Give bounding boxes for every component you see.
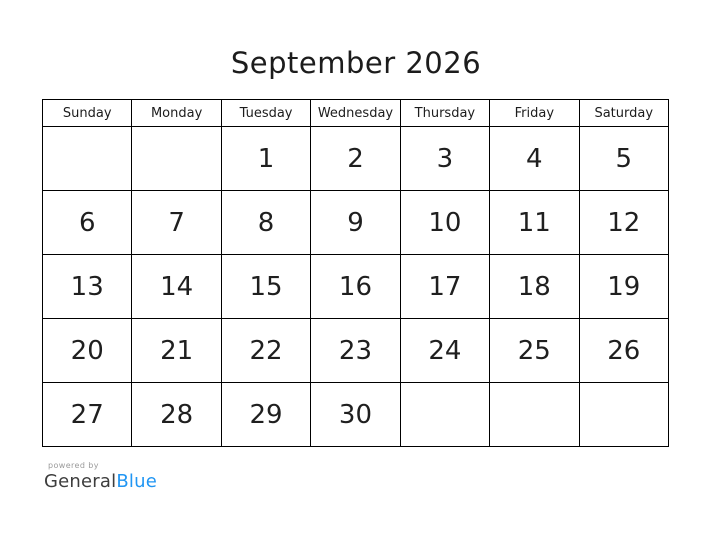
date-cell: 19 xyxy=(579,255,668,319)
calendar-table xyxy=(42,99,669,447)
date-cell: 14 xyxy=(132,255,221,319)
date-cell: 6 xyxy=(43,191,132,255)
date-cell xyxy=(579,383,668,447)
generalblue-logo xyxy=(44,471,157,492)
date-cell: 20 xyxy=(43,319,132,383)
weekday-header-tuesday: Tuesday xyxy=(221,100,310,127)
powered-by-label: powered by xyxy=(48,461,99,470)
date-cell: 12 xyxy=(579,191,668,255)
date-cell: 15 xyxy=(221,255,310,319)
date-cell: 30 xyxy=(311,383,400,447)
date-cell xyxy=(43,127,132,191)
date-cell: 10 xyxy=(400,191,489,255)
date-cell: 27 xyxy=(43,383,132,447)
date-cell: 24 xyxy=(400,319,489,383)
date-cell: 17 xyxy=(400,255,489,319)
date-cell: 1 xyxy=(221,127,310,191)
date-cell: 22 xyxy=(221,319,310,383)
date-cell: 8 xyxy=(221,191,310,255)
date-cell: 3 xyxy=(400,127,489,191)
footer-branding xyxy=(44,461,157,492)
date-cell: 25 xyxy=(490,319,579,383)
date-cell xyxy=(400,383,489,447)
week-row-5 xyxy=(43,383,669,447)
weekday-header-sunday: Sunday xyxy=(43,100,132,127)
date-cell: 28 xyxy=(132,383,221,447)
date-cell: 26 xyxy=(579,319,668,383)
weekday-header-friday: Friday xyxy=(490,100,579,127)
weekday-header-saturday: Saturday xyxy=(579,100,668,127)
weekday-header-row xyxy=(43,100,669,127)
weekday-header-wednesday: Wednesday xyxy=(311,100,400,127)
calendar-month-title: September 2026 xyxy=(230,46,482,80)
date-cell: 29 xyxy=(221,383,310,447)
weekday-header-thursday: Thursday xyxy=(400,100,489,127)
date-cell: 7 xyxy=(132,191,221,255)
date-cell: 4 xyxy=(490,127,579,191)
week-row-3 xyxy=(43,255,669,319)
date-cell: 11 xyxy=(490,191,579,255)
date-cell: 23 xyxy=(311,319,400,383)
date-cell: 2 xyxy=(311,127,400,191)
date-cell: 13 xyxy=(43,255,132,319)
date-cell: 18 xyxy=(490,255,579,319)
brand-blue-text: Blue xyxy=(116,471,157,492)
week-row-4 xyxy=(43,319,669,383)
weekday-header-monday: Monday xyxy=(132,100,221,127)
date-cell xyxy=(490,383,579,447)
brand-general-text: General xyxy=(44,471,117,492)
date-cell: 9 xyxy=(311,191,400,255)
week-row-1 xyxy=(43,127,669,191)
date-cell: 5 xyxy=(579,127,668,191)
date-cell xyxy=(132,127,221,191)
date-cell: 21 xyxy=(132,319,221,383)
date-cell: 16 xyxy=(311,255,400,319)
week-row-2 xyxy=(43,191,669,255)
